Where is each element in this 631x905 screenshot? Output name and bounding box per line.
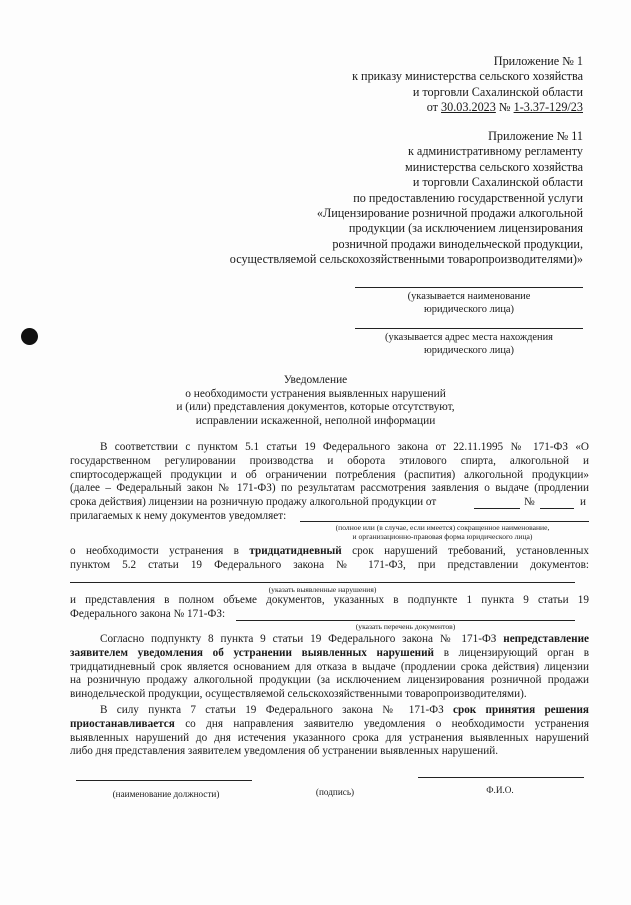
appendix-1-ministry-line: и торговли Сахалинской области — [412, 84, 583, 99]
notice-title-block — [0, 374, 631, 428]
addressee-name-field[interactable] — [355, 287, 583, 288]
addressee-name-hint: (указывается наименование юридического лица) — [407, 291, 531, 316]
appendix-11-line: продукции (за исключением лицензирования — [348, 221, 583, 236]
order-date: 30.03.2023 — [441, 100, 496, 115]
thirty-day-term: тридцатидневный — [249, 545, 342, 557]
position-field[interactable] — [76, 780, 252, 781]
appendix-11-header — [230, 129, 583, 268]
documents-field[interactable] — [236, 620, 575, 621]
application-number-field[interactable] — [540, 508, 574, 509]
notice-subtitle-line: исправлении искаженной, неполной информации — [195, 414, 436, 427]
page-title: Уведомление — [283, 374, 348, 386]
appendix-11-line: по предоставлению государственной услуги — [353, 190, 583, 205]
fio-label: Ф.И.О. — [486, 785, 514, 795]
punch-hole-icon — [21, 328, 38, 345]
paragraph-suspension: В силу пункта 7 статьи 19 Федерального закона № 171-ФЗ срок принятия решения приостанавливается со дня направления заявителю уведомления о необходимости устранения выявленных нарушений до дня истечения указанного срока для устранения выявленных нарушений либо дня представления заявителем уведомления об устранении выявленных нарушений. — [70, 704, 589, 758]
organization-hint: (полное или (в случае, если имеется) сокращенное наименование, и организационно-правовая форма юридического лица) — [335, 523, 550, 542]
paragraph-documents: и представления в полном объеме документов, указанных в подпункте 1 пункта 9 статьи 19 Федерального закона № 171-ФЗ: — [70, 594, 589, 620]
position-label: (наименование должности) — [112, 789, 220, 799]
paragraph-violations: о необходимости устранения в тридцатидневный срок нарушений требований, установленных пунктом 5.2 статьи 19 Федерального закона № 171-ФЗ, при представлении документов: — [70, 545, 590, 571]
application-number-sign: № — [524, 496, 535, 508]
appendix-1-date-number: от 30.03.2023 № 1-3.37-129/23 — [426, 100, 583, 115]
application-and-word: и — [580, 496, 586, 508]
appendix-11-line: «Лицензирование розничной продажи алкогольной — [316, 206, 583, 221]
paragraph-refusal-basis: Согласно подпункту 8 пункта 9 статьи 19 Федерального закона № 171-ФЗ непредставление заявителем уведомления об устранении выявленных нарушений в лицензирующий орган в тридцатидневный срок является основанием для отказа в выдаче (продлении срока действия) лицензии на розничную продажу алкогольной продукции (за исключением лицензирования розничной продажи винодельческой продукции, осуществляемой сельскохозяйственными товаропроизводителями). — [70, 633, 589, 701]
violations-hint: (указать выявленные нарушения) — [268, 585, 377, 594]
appendix-11-line: министерства сельского хозяйства — [405, 159, 583, 174]
application-date-line: срока действия) лицензии на розничную продажу алкогольной продукции от — [70, 496, 437, 509]
appendix-11-line: к административному регламенту — [407, 144, 583, 159]
order-number: 1-3.37-129/23 — [513, 100, 583, 115]
application-date-field[interactable] — [474, 508, 520, 509]
appendix-1-header — [352, 54, 583, 116]
addressee-address-hint: (указывается адрес места нахождения юридического лица) — [385, 332, 553, 357]
appendix-11-line: осуществляемой сельскохозяйственными товаропроизводителями)» — [229, 252, 583, 267]
organization-field[interactable] — [300, 521, 589, 522]
notice-subtitle-line: и (или) представления документов, которые отсутствуют, — [176, 401, 455, 414]
appendix-11-line: и торговли Сахалинской области — [412, 175, 583, 190]
appendix-11-line: розничной продажи винодельческой продукции, — [332, 236, 583, 251]
addressee-address-field[interactable] — [355, 328, 583, 329]
appendix-1-title: Приложение № 1 — [493, 54, 583, 68]
documents-hint: (указать перечень документов) — [355, 622, 456, 631]
paragraph-legal-basis: В соответствии с пунктом 5.1 статьи 19 Федерального закона от 22.11.1995 № 171-ФЗ «О государственном регулировании производства и оборота этилового спирта, алкогольной и спиртосодержащей продукции и об ограничении потребления (распития) алкогольной продукции» (далее – Федеральный закон № 171-ФЗ) по результатам рассмотрения заявления о выдаче (продлении срока действия) лицензии на розничную продажу алкогольной продукции от прилагаемых к нему документов уведомляет: — [70, 441, 589, 522]
appendix-1-order-line: к приказу министерства сельского хозяйства — [352, 69, 583, 84]
fio-field[interactable] — [418, 777, 584, 778]
appendix-11-line: Приложение № 11 — [488, 129, 583, 143]
signature-label: (подпись) — [315, 787, 355, 797]
violations-field[interactable] — [70, 582, 575, 583]
notice-subtitle-line: о необходимости устранения выявленных нарушений — [185, 387, 446, 400]
